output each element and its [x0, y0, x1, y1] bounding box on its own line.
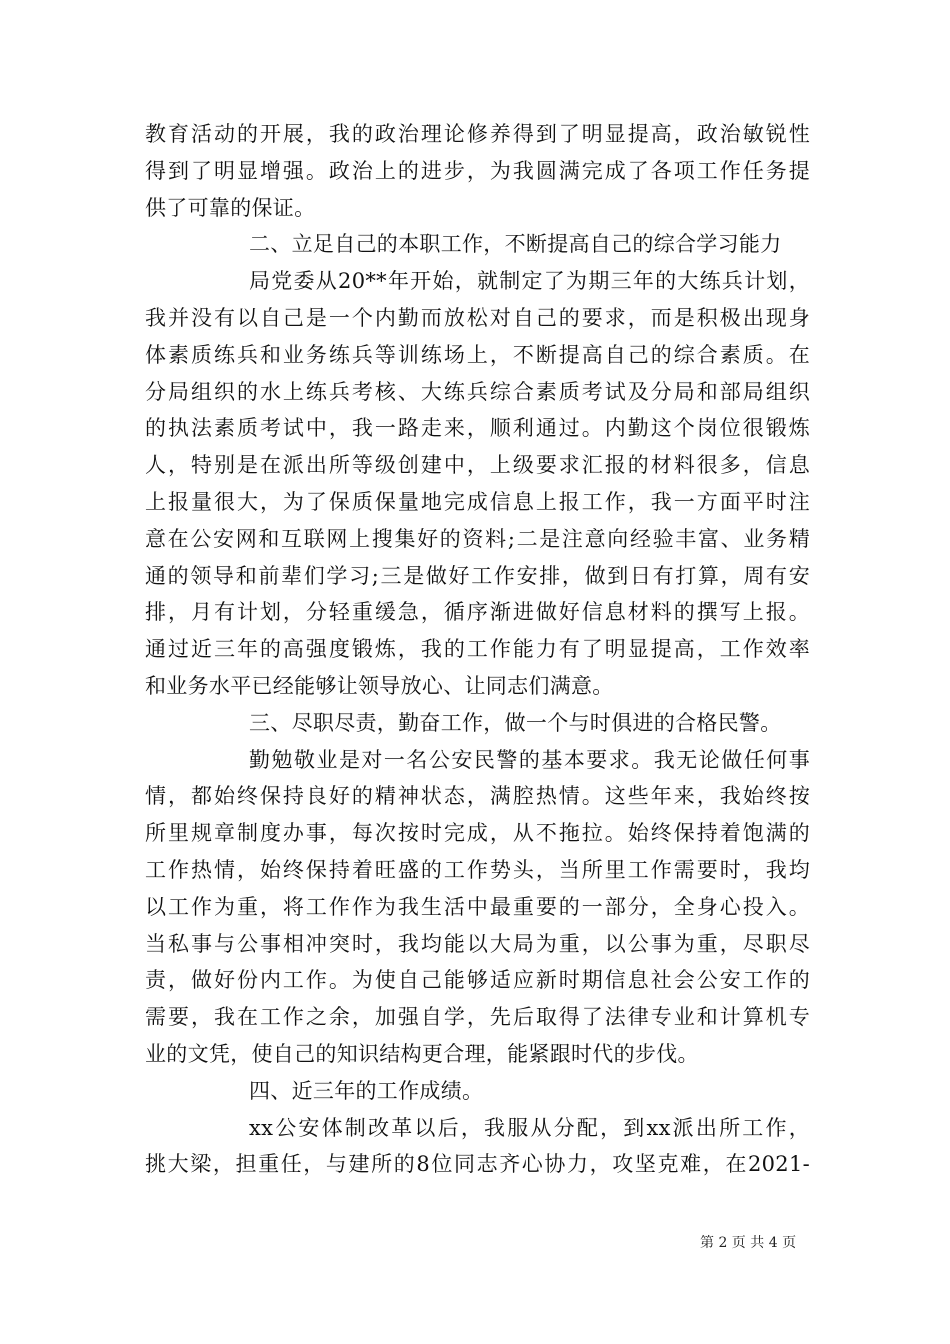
text-line: 教育活动的开展，我的政治理论修养得到了明显提高，政治敏锐性	[145, 122, 810, 146]
text-line: 我并没有以自己是一个内勤而放松对自己的要求，而是积极出现身	[145, 305, 810, 330]
text-line: 得到了明显增强。政治上的进步，为我圆满完成了各项工作任务提	[145, 158, 810, 183]
text-line: 所里规章制度办事，每次按时完成，从不拖拉。始终保持着饱满的	[145, 821, 810, 846]
section-heading: 四、近三年的工作成绩。	[249, 1078, 484, 1103]
text-line: 挑大梁，担重任，与建所的8位同志齐心协力，攻坚克难，在2021-	[145, 1152, 810, 1177]
body-text	[145, 116, 810, 1183]
text-line: 当私事与公事相冲突时，我均能以大局为重，以公事为重，尽职尽	[145, 931, 810, 956]
section-heading: 二、立足自己的本职工作，不断提高自己的综合学习能力	[249, 232, 782, 257]
text-line: 排，月有计划，分轻重缓急，循序渐进做好信息材料的撰写上报。	[145, 600, 810, 625]
section-heading: 三、尽职尽责，勤奋工作，做一个与时俱进的合格民警。	[249, 710, 782, 735]
text-line: 需要，我在工作之余，加强自学，先后取得了法律专业和计算机专	[145, 1005, 810, 1030]
text-line: 供了可靠的保证。	[145, 195, 316, 220]
text-line: 体素质练兵和业务练兵等训练场上，不断提高自己的综合素质。在	[145, 342, 810, 367]
text-line: 和业务水平已经能够让领导放心、让同志们满意。	[145, 673, 614, 698]
text-line: 通的领导和前辈们学习;三是做好工作安排，做到日有打算，周有安	[145, 563, 810, 588]
text-line: 上报量很大，为了保质保量地完成信息上报工作，我一方面平时注	[145, 489, 810, 514]
text-line: 通过近三年的高强度锻炼，我的工作能力有了明显提高，工作效率	[145, 637, 810, 662]
text-line: 意在公安网和互联网上搜集好的资料;二是注意向经验丰富、业务精	[145, 526, 810, 551]
text-line: 勤勉敬业是对一名公安民警的基本要求。我无论做任何事	[249, 747, 810, 772]
text-line: 人，特别是在派出所等级创建中，上级要求汇报的材料很多，信息	[145, 453, 810, 478]
text-line: xx公安体制改革以后，我服从分配，到xx派出所工作，	[249, 1115, 810, 1140]
text-line: 局党委从20**年开始，就制定了为期三年的大练兵计划，	[249, 269, 810, 294]
page-number: 第 2 页 共 4 页	[700, 1235, 797, 1251]
text-line: 分局组织的水上练兵考核、大练兵综合素质考试及分局和部局组织	[145, 379, 810, 404]
text-line: 业的文凭，使自己的知识结构更合理，能紧跟时代的步伐。	[145, 1041, 699, 1066]
text-line: 以工作为重，将工作作为我生活中最重要的一部分，全身心投入。	[145, 894, 810, 919]
text-line: 情，都始终保持良好的精神状态，满腔热情。这些年来，我始终按	[145, 784, 810, 809]
text-line: 工作热情，始终保持着旺盛的工作势头，当所里工作需要时，我均	[145, 857, 810, 882]
text-line: 的执法素质考试中，我一路走来，顺利通过。内勤这个岗位很锻炼	[145, 416, 810, 441]
text-line: 责，做好份内工作。为使自己能够适应新时期信息社会公安工作的	[145, 968, 810, 993]
